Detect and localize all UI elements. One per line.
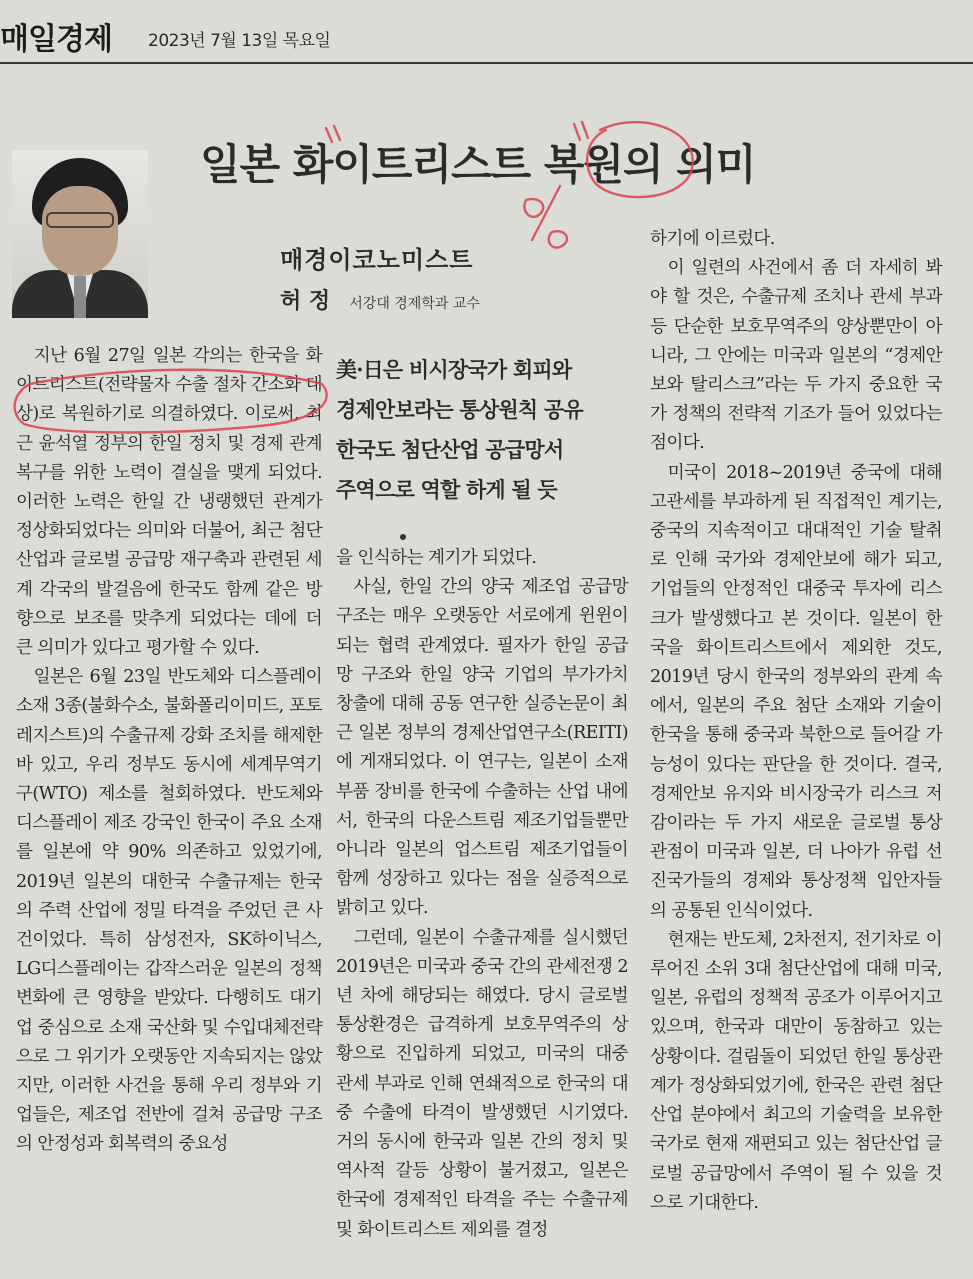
pull-quote-line: 주역으로 역할 하게 될 듯 <box>336 477 557 502</box>
paragraph: 이 일련의 사건에서 좀 더 자세히 봐야 할 것은, 수출규제 조치나 관세 부과 등 단순한 보호무역주의 양상뿐만이 아니라, 그 안에는 미국과 일본의 “경제안보와 탈리스크”라는 두 가지 중요한 국가 정책의 전략적 기조가 들어 있었다는 점이다. <box>650 258 942 454</box>
pull-quote-line: 美·日은 비시장국가 회피와 <box>336 357 572 382</box>
body-column-3 <box>650 225 942 1218</box>
publication-date: 2023년 7월 13일 목요일 <box>148 31 331 51</box>
pull-quote-line: 경제안보라는 통상원칙 공유 <box>336 397 583 422</box>
author-byline <box>280 284 480 315</box>
newspaper-logo: 매일경제 <box>0 22 112 57</box>
paragraph: 그런데, 일본이 수출규제를 실시했던 2019년은 미국과 중국 간의 관세전쟁 2년 차에 해당되는 해였다. 당시 글로벌 통상환경은 급격하게 보호무역주의 상황으로 진입하게 되었고, 미국의 대중 관세 부과로 인해 연쇄적으로 한국의 대중 수출에 타격이 발생했던 시기였다. 거의 동시에 한국과 일본 간의 정치 및 역사적 갈등 상황이 불거졌고, 일본은 한국에 경제적인 타격을 주는 수출규제 및 화이트리스트 제외를 결정 <box>336 927 628 1240</box>
paragraph: 사실, 한일 간의 양국 제조업 공급망 구조는 매우 오랫동안 서로에게 윈윈이 되는 협력 관계였다. 필자가 한일 공급망 구조와 한일 양국 기업의 부가가치 창출에 대해 공동 연구한 실증논문이 최근 일본 정부의 경제산업연구소(REITI)에 게재되었다. 이 연구는, 일본이 소재 부품 장비를 한국에 수출하는 산업 내에서, 한국의 다운스트림 제조기업들뿐만 아니라 일본의 업스트림 제조기업들이 함께 성장하고 있다는 점을 실증적으로 밝히고 있다. <box>336 577 628 919</box>
pull-quote <box>336 350 626 510</box>
paragraph: 을 인식하는 계기가 되었다. <box>336 548 537 568</box>
percent-mark <box>524 186 567 248</box>
author-name: 허 정 <box>280 289 331 314</box>
author-photo <box>12 150 148 318</box>
masthead <box>0 0 973 64</box>
separator-dot <box>400 534 406 540</box>
paragraph: 일본은 6월 23일 반도체와 디스플레이 소재 3종(불화수소, 불화폴리이미드, 포토레지스트)의 수출규제 강화 조치를 해제한 바 있고, 우리 정부도 동시에 세계무역기구(WTO) 제소를 철회하였다. 반도체와 디스플레이 제조 강국인 한국이 주요 소재를 일본에 약 90% 의존하고 있었기에, 2019년 일본의 대한국 수출규제는 한국의 주력 산업에 정밀 타격을 주었던 큰 사건이었다. 특히 삼성전자, SK하이닉스, LG디스플레이는 갑작스러운 일본의 정책 변화에 큰 영향을 받았다. 다행히도 대기업 중심으로 소재 국산화 및 수입대체전략으로 그 위기가 오랫동안 지속되지는 않았지만, 이러한 사건을 통해 우리 정부와 기업들은, 제조업 전반에 걸쳐 공급망 구조의 안정성과 회복력의 중요성 <box>16 667 322 1155</box>
paragraph: 미국이 2018~2019년 중국에 대해 고관세를 부과하게 된 직접적인 계기는, 중국의 지속적이고 대대적인 기술 탈취로 인해 국가와 경제안보에 해가 되고, 기업들의 안정적인 대중국 투자에 리스크가 발생했다고 본 것이다. 일본이 한국을 화이트리스트에서 제외한 것도, 2019년 당시 한국의 정부와의 관계 속에서, 일본의 주요 첨단 소재와 기술이 한국을 통해 중국과 북한으로 들어갈 가능성이 있다는 판단을 한 것이다. 결국, 경제안보 유지와 비시장국가 리스크 저감이라는 두 가지 새로운 글로벌 통상 관점이 미국과 일본, 더 나아가 유럽 선진국가들의 경제와 통상정책 입안자들의 공통된 인식이었다. <box>650 462 942 921</box>
paragraph: 하기에 이르렀다. <box>650 229 775 249</box>
paragraph: 지난 6월 27일 일본 각의는 한국을 화이트리스트(전략물자 수출 절차 간소화 대상)로 복원하기로 의결하였다. 이로써, 최근 윤석열 정부의 한일 정치 및 경제 관계 복구를 위한 노력이 결실을 맺게 되었다. 이러한 노력은 한일 간 냉랭했던 관계가 정상화되었다는 의미와 더불어, 최근 첨단산업과 글로벌 공급망 재구축과 관련된 세계 각국의 발걸음에 한국도 함께 같은 방향으로 보조를 맞추게 되었다는 데에 더 큰 의미가 있다고 평가할 수 있다. <box>16 346 322 659</box>
column-name: 매경이코노미스트 <box>280 246 474 274</box>
pull-quote-line: 한국도 첨단산업 공급망서 <box>336 437 564 462</box>
body-column-1 <box>16 342 322 1160</box>
body-column-2 <box>336 544 628 1245</box>
paragraph: 현재는 반도체, 2차전지, 전기차로 이루어진 소위 3대 첨단산업에 대해 미국, 일본, 유럽의 정책적 공조가 이루어지고 있으며, 한국과 대만이 동참하고 있는 상황이다. 걸림돌이 되었던 한일 통상관계가 정상화되었기에, 한국은 관련 첨단 산업 분야에서 최고의 기술력을 보유한 국가로 현재 재편되고 있는 첨단산업 글로벌 공급망에서 주역이 될 수 있을 것으로 기대한다. <box>650 929 942 1213</box>
article-headline: 일본 화이트리스트 복원의 의미 <box>200 140 756 189</box>
author-affiliation: 서강대 경제학과 교수 <box>349 296 480 312</box>
